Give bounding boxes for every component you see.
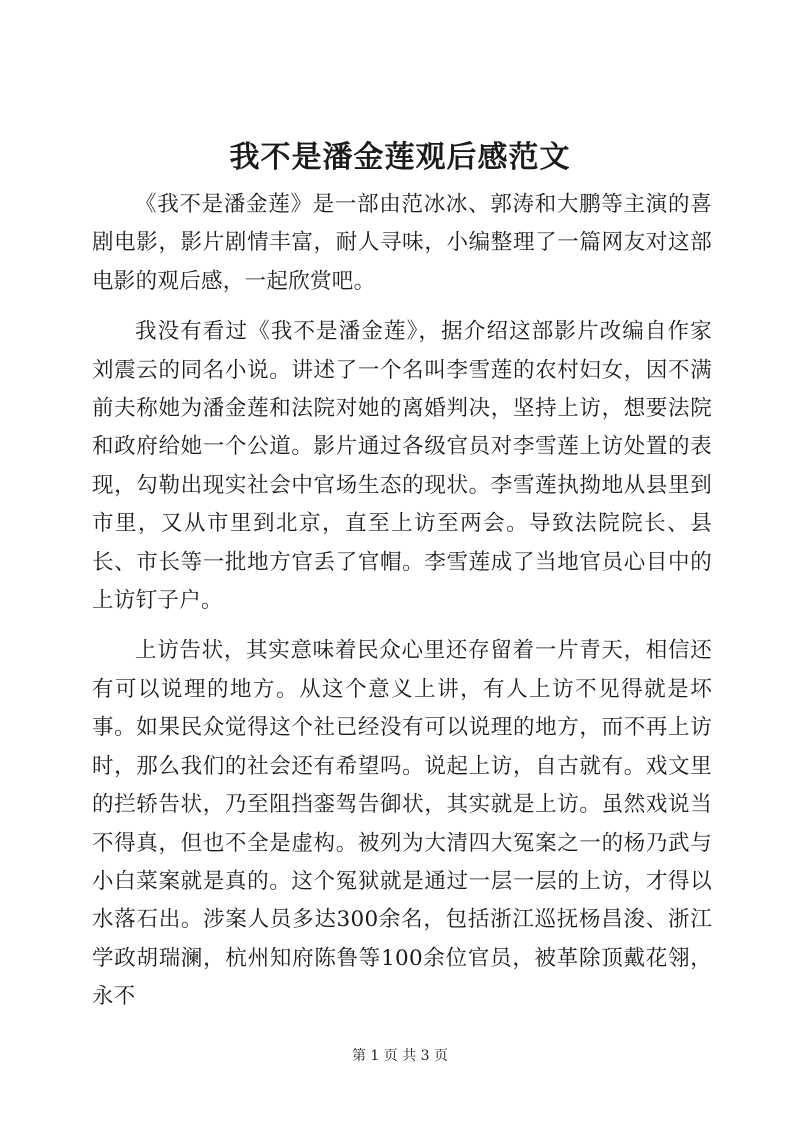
document-body [92,186,712,1029]
paragraph-intro: 《我不是潘金莲》是一部由范冰冰、郭涛和大鹏等主演的喜剧电影，影片剧情丰富，耐人寻味，小编整理了一篇网友对这部电影的观后感，一起欣赏吧。 [92,192,712,294]
document-title: 我不是潘金莲观后感范文 [229,140,571,175]
paragraph-synopsis: 我没有看过《我不是潘金莲》，据介绍这部影片改编自作家刘震云的同名小说。讲述了一个名叫李雪莲的农村妇女，因不满前夫称她为潘金莲和法院对她的离婚判决，坚持上访，想要法院和政府给她一个公道。影片通过各级官员对李雪莲上访处置的表现，勾勒出现实社会中官场生态的现状。李雪莲执拗地从县里到市里，又从市里到北京，直至上访至两会。导致法院院长、县长、市长等一批地方官丢了官帽。李雪莲成了当地官员心目中的上访钉子户。 [92,319,712,614]
page-number-footer: 第 1 页 共 3 页 [351,1048,449,1064]
paragraph-petition: 上访告状，其实意味着民众心里还存留着一片青天，相信还有可以说理的地方。从这个意义上讲，有人上访不见得就是坏事。如果民众觉得这个社已经没有可以说理的地方，而不再上访时，那么我们的社会还有希望吗。说起上访，自古就有。戏文里的拦轿告状，乃至阻挡銮驾告御状，其实就是上访。虽然戏说当不得真，但也不全是虚构。被列为大清四大冤案之一的杨乃武与小白菜案就是真的。这个冤狱就是通过一层一层的上访，才得以水落石出。涉案人员多达300余名，包括浙江巡抚杨昌浚、浙江学政胡瑞澜，杭州知府陈鲁等100余位官员，被革除顶戴花翎，永不 [92,638,712,1010]
